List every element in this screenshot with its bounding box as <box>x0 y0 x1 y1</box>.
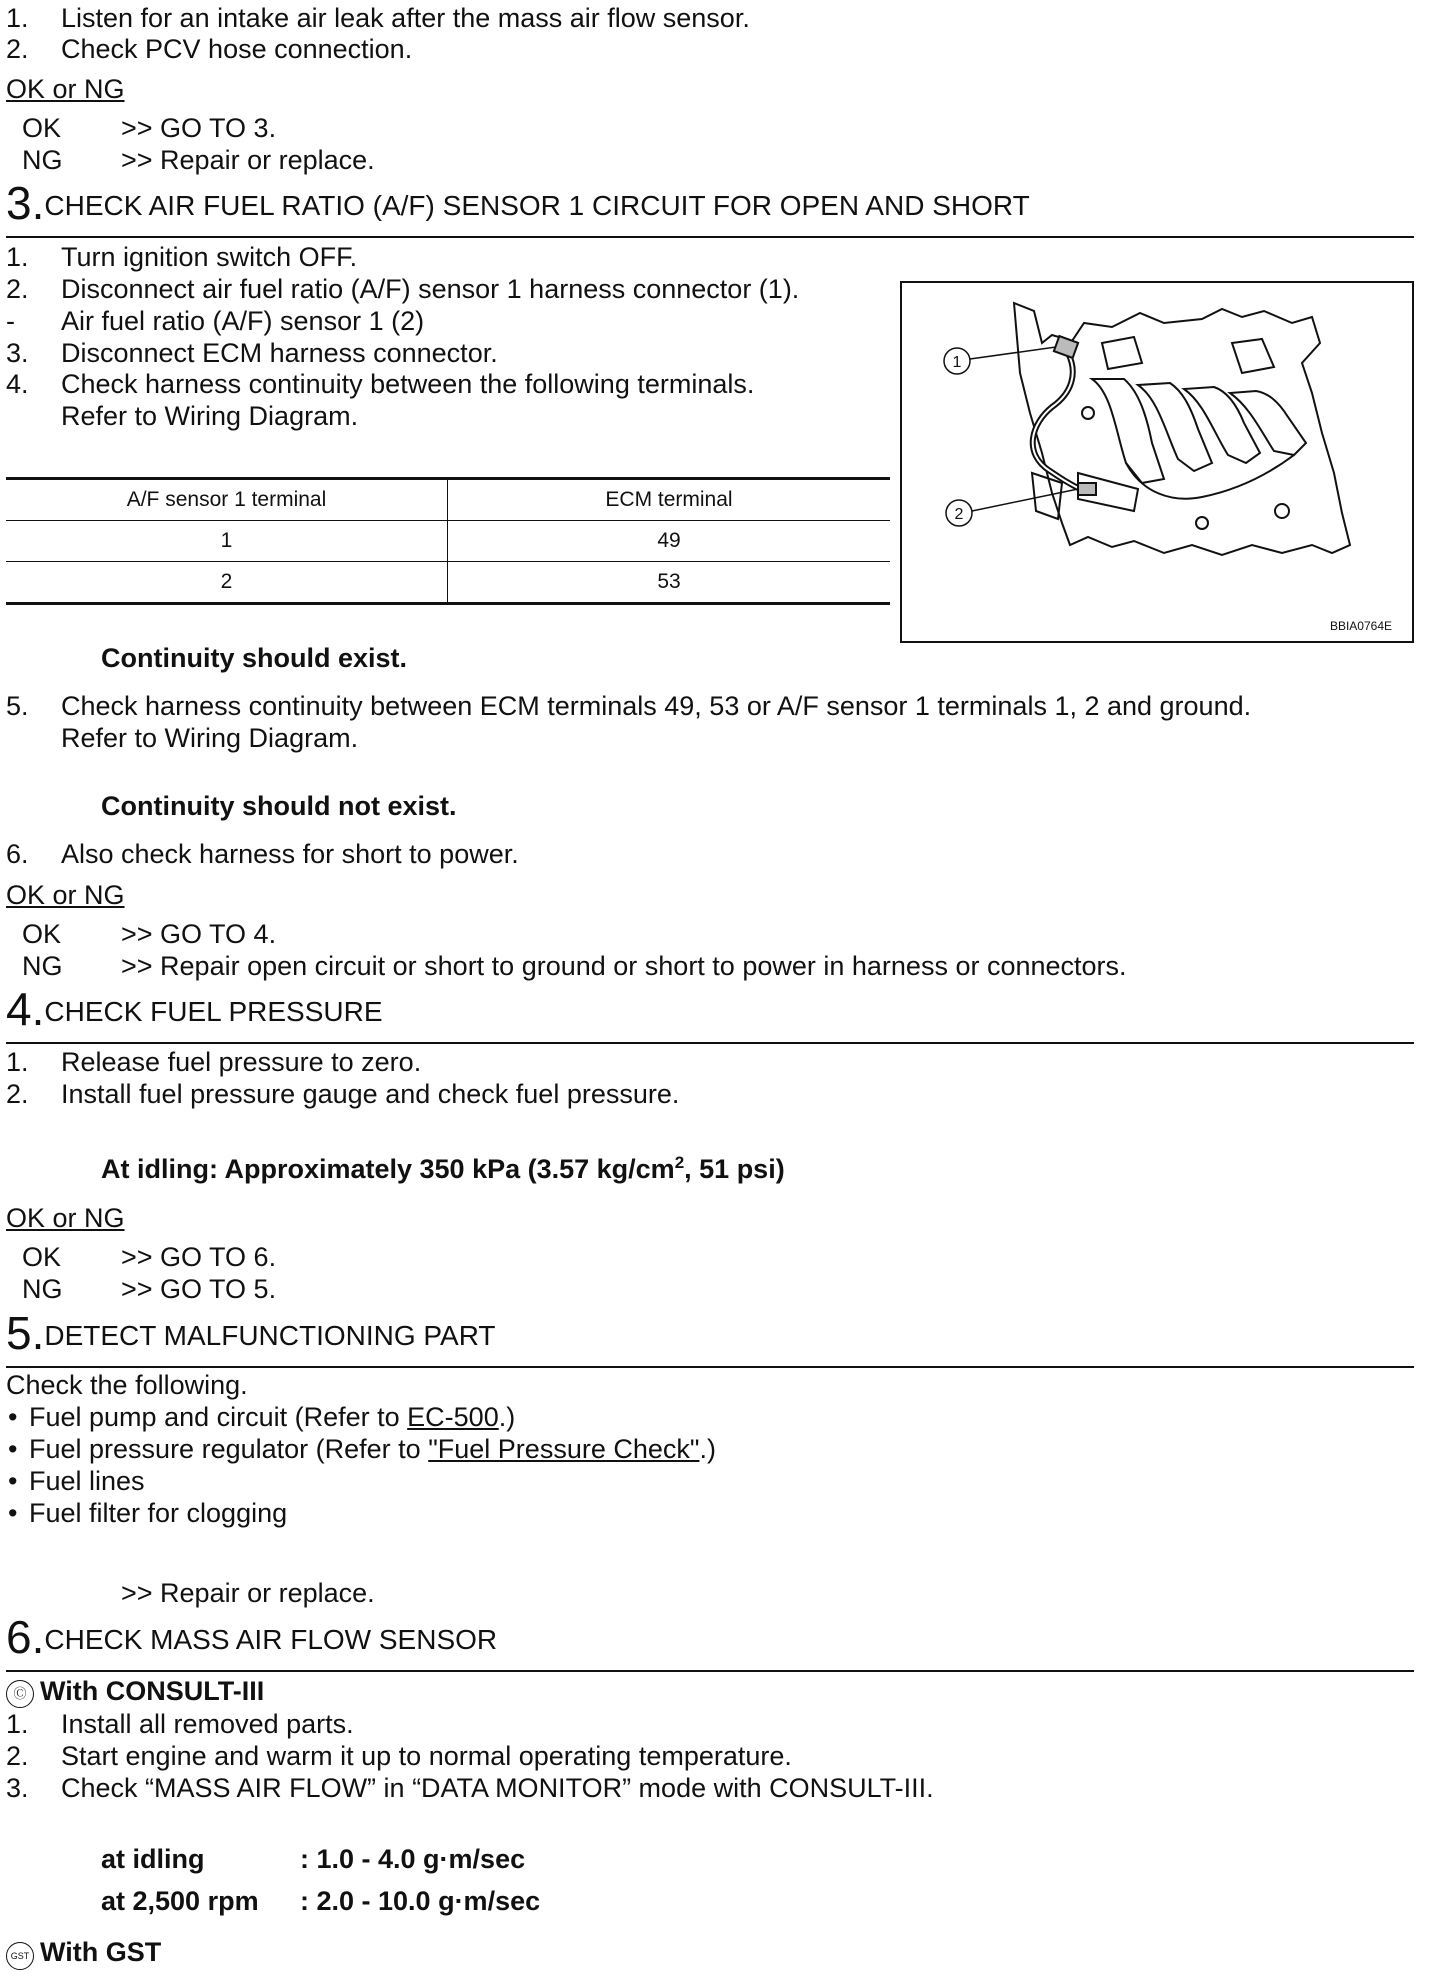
step-6-heading: 6.CHECK MASS AIR FLOW SENSOR <box>6 1611 498 1663</box>
table-cell: 1 <box>6 521 448 562</box>
step-3-heading: 3.CHECK AIR FUEL RATIO (A/F) SENSOR 1 CIRCUIT FOR OPEN AND SHORT <box>6 177 1030 229</box>
ok-or-ng-heading: OK or NG <box>6 74 125 104</box>
gst-icon: GST <box>6 1942 34 1970</box>
ok-or-ng-heading: OK or NG <box>6 880 125 910</box>
engine-exhaust-illustration <box>902 283 1412 641</box>
with-consult-heading: Ⓒ With CONSULT-III <box>6 1675 264 1708</box>
table-cell: 49 <box>657 529 681 552</box>
repair-result: >> Repair or replace. <box>121 1578 375 1608</box>
continuity-exist-spec: Continuity should exist. <box>101 643 408 673</box>
refer-wiring-diagram: Refer to Wiring Diagram. <box>61 401 359 431</box>
ec-500-link[interactable]: EC-500 <box>407 1402 499 1432</box>
fuel-pressure-spec: At idling: Approximately 350 kPa (3.57 $kg/cm^2$, 51 psi) <box>101 1153 785 1184</box>
step-5-heading: 5.DETECT MALFUNCTIONING PART <box>6 1307 496 1359</box>
divider <box>6 1670 1414 1672</box>
divider <box>6 1042 1414 1044</box>
step-4-heading: 4.CHECK FUEL PRESSURE <box>6 983 383 1035</box>
fuel-pressure-check-link[interactable]: "Fuel Pressure Check" <box>428 1434 700 1464</box>
with-gst-heading: GST With GST <box>6 1936 161 1970</box>
sensor-location-figure <box>900 281 1414 643</box>
column-header: A/F sensor 1 terminal <box>6 479 448 521</box>
table-cell: 2 <box>6 562 448 604</box>
table-row <box>6 521 890 562</box>
divider <box>6 236 1414 238</box>
continuity-not-exist-spec: Continuity should not exist. <box>101 791 457 821</box>
figure-id: BBIA0764E <box>1329 619 1392 633</box>
continuity-table <box>6 477 890 605</box>
ok-or-ng-heading: OK or NG <box>6 1203 125 1233</box>
divider <box>6 1366 1414 1368</box>
service-manual-page: 1. Listen for an intake air leak after the mass air flow sensor. 2. Check PCV hose connection. OK or NG OK >> GO TO 3. NG >> Repair or replace. 3.CHECK AIR FUEL RATIO (A/F) SENSOR 1 CIRCUIT FOR OPEN AND SHORT 1. Turn ignition switch OFF. 2. Disconnect air fuel ratio (A/F) sensor 1 harness connector (1). - Air fuel ratio (A/F) sensor 1 (2) 3. Disconnect ECM harness connector. 4. Check harness continuity between the following terminals. Refer to Wiring Diagram. A/F sensor 1 terminal ECM terminal 1 49 2 53 1 2 BBIA0764E Continuity should exist. 5. Check harness continuity between ECM terminals 49, 53 or A/F sensor 1 terminals 1, 2 and ground. Refer to Wiring Diagram. Continuity should not exist. 6. Also check harness for short to power. OK or NG OK >> GO TO 4. NG >> Repair open circuit or short to ground or short to power in harness or connectors. 4.CHECK FUEL PRESSURE 1. Release fuel pressure to zero. 2. Install fuel pressure gauge and check fuel pressure. At idling: Approximately 350 kPa (3.57 $kg/cm^2$, 51 psi) OK or NG OK >> GO TO 6. NG >> GO TO 5. 5.DETECT MALFUNCTIONING PART Check the following. • Fuel pump and circuit (Refer to EC-500.) • Fuel pressure regulator (Refer to "Fuel Pressure Check".) • Fuel lines • Fuel filter for clogging >> Repair or replace. 6.CHECK MASS AIR FLOW SENSOR Ⓒ With CONSULT-III 1. Install all removed parts. 2. Start engine and warm it up to normal operating temperature. 3. Check “MASS AIR FLOW” in “DATA MONITOR” mode with CONSULT-III. at idling : 1.0 - 4.0 g·m/sec at 2,500 rpm : 2.0 - 10.0 g·m/sec GST With GST <box>0 0 1456 1984</box>
consult-icon: Ⓒ <box>6 1680 34 1708</box>
table-row <box>6 562 890 604</box>
column-header: ECM terminal <box>605 488 733 511</box>
table-cell: 53 <box>657 570 681 593</box>
refer-wiring-diagram: Refer to Wiring Diagram. <box>61 723 359 753</box>
callout-1: 1 <box>952 354 962 371</box>
callout-2: 2 <box>954 506 964 523</box>
check-intro: Check the following. <box>6 1370 248 1400</box>
table-header-row <box>6 479 890 521</box>
